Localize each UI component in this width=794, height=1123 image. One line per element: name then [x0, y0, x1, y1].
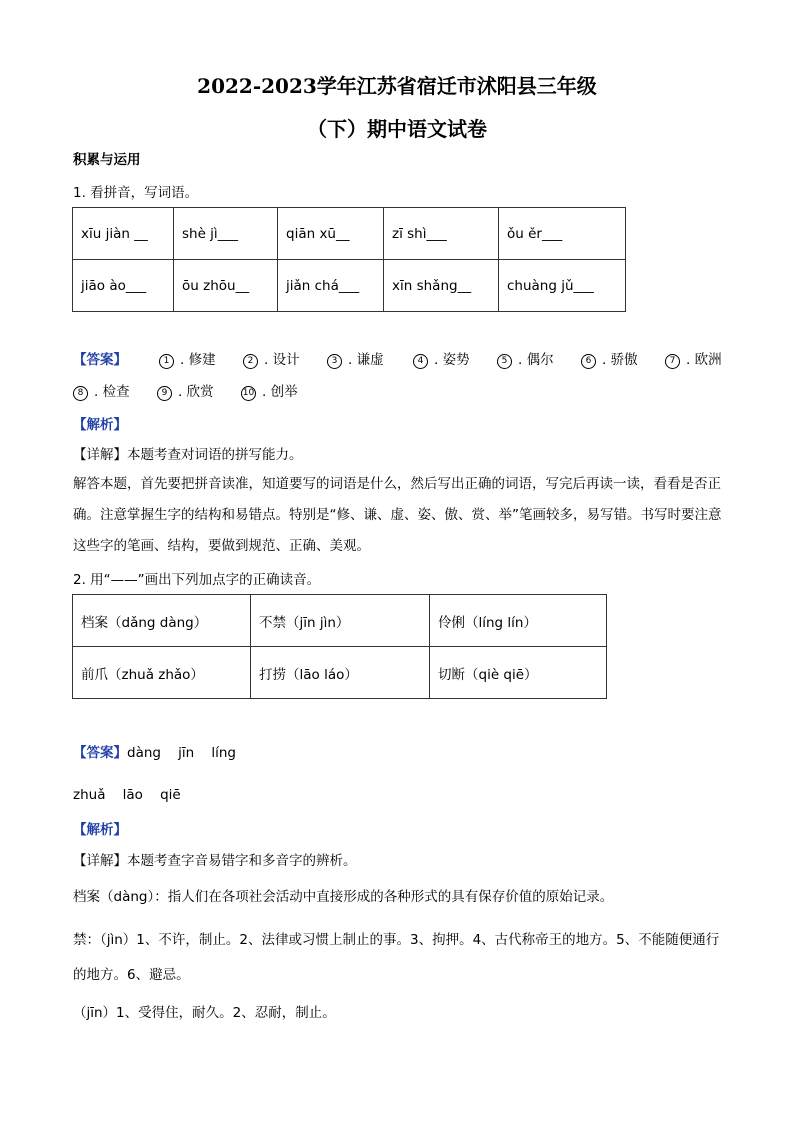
answer-item [73, 380, 130, 401]
q2-answer-line-2: zhuǎ lāo qiē [73, 787, 181, 803]
answer-label: 【答案】 [73, 352, 127, 368]
table-cell: 切断（qiè qiē） [430, 647, 607, 699]
table-row [73, 595, 607, 647]
detail-text: 本题考查对词语的拼写能力。 [127, 447, 303, 463]
answer-word: . 欧洲 [686, 352, 722, 368]
answer-word: . 设计 [264, 352, 300, 368]
q2-definition-2: 禁：（jìn）1、不许，制止。2、法律或习惯上制止的事。3、拘押。4、古代称帝王的地方。5、不能随便通行的地方。6、避忌。 [73, 932, 720, 983]
answer-item [243, 348, 300, 369]
answer-row [73, 348, 733, 380]
answer-word: . 检查 [94, 384, 130, 400]
number-circle-icon: 10 [241, 386, 256, 401]
q1-answer-block [73, 348, 733, 412]
q1-pinyin-table [72, 207, 626, 312]
q2-definition-1: 档案（dàng）：指人们在各项社会活动中直接形成的各种形式的具有保存价值的原始记录。 [73, 889, 614, 905]
table-cell: zī shì___ [384, 208, 499, 260]
answer-word: . 创举 [262, 384, 298, 400]
table-cell: 前爪（zhuǎ zhǎo） [73, 647, 251, 699]
q2-definition-3: （jīn）1、受得住，耐久。2、忍耐，制止。 [73, 1005, 336, 1021]
table-row [73, 647, 607, 699]
number-circle-icon: 3 [327, 354, 342, 369]
title-line-1: 2022-2023学年江苏省宿迁市沭阳县三年级 [197, 74, 597, 98]
detail-text: 本题考查字音易错字和多音字的辨析。 [127, 853, 357, 869]
number-circle-icon: 4 [413, 354, 428, 369]
table-cell: jiāo ào___ [73, 260, 174, 312]
answer-item [497, 348, 554, 369]
table-cell: shè jì___ [174, 208, 278, 260]
q2-answer-line-1 [73, 743, 236, 763]
answer-text: dàng jīn líng [127, 745, 236, 761]
q1-analysis-label: 【解析】 [73, 417, 127, 433]
answer-item [413, 348, 470, 369]
q2-reading-table [72, 594, 607, 699]
answer-row [73, 380, 733, 412]
answer-word: . 谦虚 [348, 352, 384, 368]
number-circle-icon: 1 [159, 354, 174, 369]
table-row [73, 260, 626, 312]
q2-detail [73, 851, 357, 871]
q2-prompt: 2. 用“——”画出下列加点字的正确读音。 [73, 572, 321, 588]
detail-label: 【详解】 [73, 853, 127, 869]
answer-item [241, 380, 298, 401]
table-cell: ǒu ěr___ [499, 208, 626, 260]
answer-word: . 修建 [180, 352, 216, 368]
number-circle-icon: 9 [157, 386, 172, 401]
q1-prompt: 1. 看拼音，写词语。 [73, 185, 199, 201]
answer-item [159, 348, 216, 369]
answer-label: 【答案】 [73, 745, 127, 761]
answer-item [665, 348, 722, 369]
number-circle-icon: 2 [243, 354, 258, 369]
section-heading: 积累与运用 [73, 152, 141, 168]
q1-explanation: 解答本题，首先要把拼音读准，知道要写的词语是什么，然后写出正确的词语，写完后再读一读，看看是否正确。注意掌握生字的结构和易错点。特别是“修、谦、虚、姿、傲、赏、举”笔画较多，易写错。书写时要注意这些字的笔画、结构，要做到规范、正确、美观。 [73, 476, 722, 554]
q1-detail [73, 445, 303, 465]
title-line-2: （下）期中语文试卷 [307, 117, 487, 141]
answer-word: . 姿势 [434, 352, 470, 368]
number-circle-icon: 5 [497, 354, 512, 369]
table-cell: chuàng jǔ___ [499, 260, 626, 312]
table-cell: xīn shǎng__ [384, 260, 499, 312]
table-cell: 不禁（jīn jìn） [251, 595, 430, 647]
table-cell: 打捞（lāo láo） [251, 647, 430, 699]
answer-item [581, 348, 638, 369]
table-cell: 伶俐（líng lín） [430, 595, 607, 647]
number-circle-icon: 8 [73, 386, 88, 401]
table-cell: jiǎn chá___ [278, 260, 384, 312]
answer-item [157, 380, 214, 401]
answer-word: . 偶尔 [518, 352, 554, 368]
answer-word: . 欣赏 [178, 384, 214, 400]
q2-analysis-label: 【解析】 [73, 822, 127, 838]
table-cell: qiān xū__ [278, 208, 384, 260]
detail-label: 【详解】 [73, 447, 127, 463]
table-row [73, 208, 626, 260]
table-cell: xīu jiàn __ [73, 208, 174, 260]
table-cell: 档案（dǎng dàng） [73, 595, 251, 647]
number-circle-icon: 7 [665, 354, 680, 369]
answer-word: . 骄傲 [602, 352, 638, 368]
number-circle-icon: 6 [581, 354, 596, 369]
answer-item [327, 348, 384, 369]
table-cell: ōu zhōu__ [174, 260, 278, 312]
